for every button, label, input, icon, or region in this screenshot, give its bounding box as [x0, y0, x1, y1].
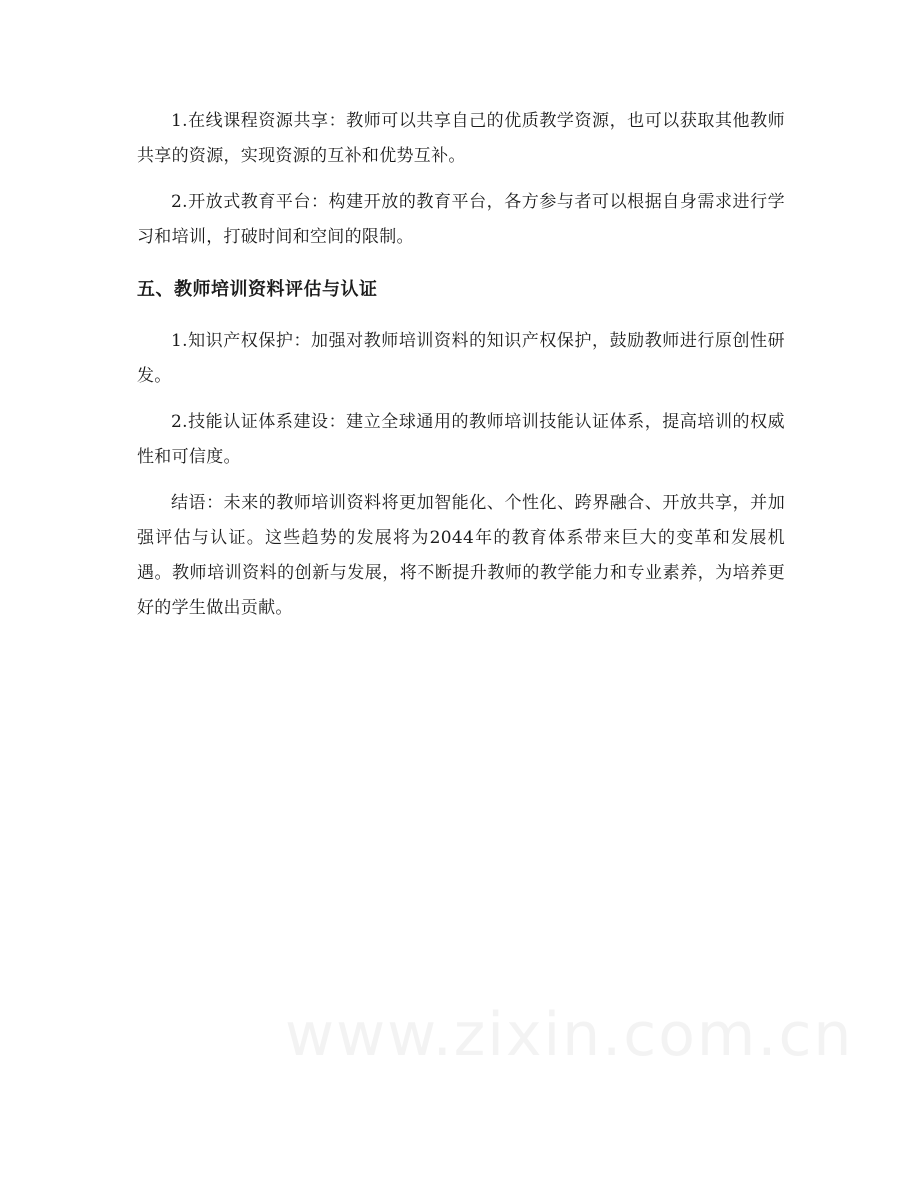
watermark: www.zixin.com.cn: [285, 1000, 854, 1070]
paragraph-skill-certification: 2.技能认证体系建设：建立全球通用的教师培训技能认证体系，提高培训的权威性和可信度。: [137, 412, 785, 467]
paragraph-conclusion: 结语：未来的教师培训资料将更加智能化、个性化、跨界融合、开放共享，并加强评估与认证。这些趋势的发展将为2044年的教育体系带来巨大的变革和发展机遇。教师培训资料的创新与发展，将不断提升教师的教学能力和专业素养，为培养更好的学生做出贡献。: [137, 493, 785, 618]
document-body: [137, 104, 785, 637]
paragraph-online-resource-sharing: 1.在线课程资源共享：教师可以共享自己的优质教学资源，也可以获取其他教师共享的资源，实现资源的互补和优势互补。: [137, 111, 785, 166]
paragraph-ip-protection: 1.知识产权保护：加强对教师培训资料的知识产权保护，鼓励教师进行原创性研发。: [137, 331, 785, 386]
section-heading: 五、教师培训资料评估与认证: [137, 279, 378, 300]
paragraph-open-education-platform: 2.开放式教育平台：构建开放的教育平台，各方参与者可以根据自身需求进行学习和培训，打破时间和空间的限制。: [137, 192, 785, 247]
